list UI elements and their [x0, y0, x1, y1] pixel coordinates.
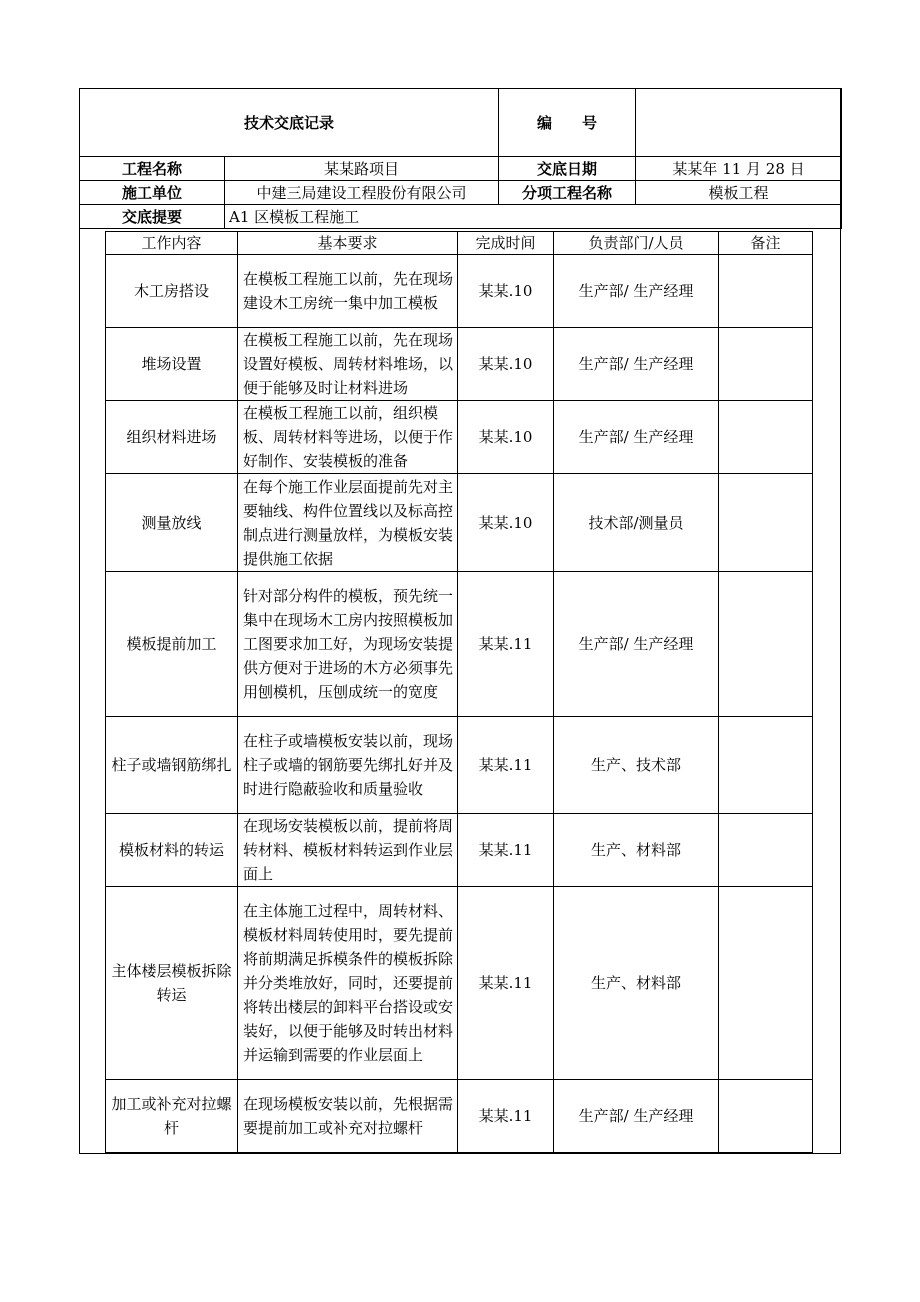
time-cell: 某某.10	[458, 255, 554, 328]
date-label: 交底日期	[499, 157, 636, 181]
col-header-time: 完成时间	[458, 232, 554, 255]
table-row	[106, 887, 813, 1080]
note-cell	[719, 474, 813, 572]
task-cell: 堆场设置	[106, 328, 238, 401]
unit-value: 中建三局建设工程股份有限公司	[225, 181, 499, 205]
req-cell: 在现场安装模板以前，提前将周转材料、模板材料转运到作业层面上	[238, 814, 458, 887]
task-cell: 柱子或墙钢筋绑扎	[106, 717, 238, 814]
col-header-req: 基本要求	[238, 232, 458, 255]
note-cell	[719, 401, 813, 474]
note-cell	[719, 1080, 813, 1153]
task-cell: 木工房搭设	[106, 255, 238, 328]
task-cell: 主体楼层模板拆除转运	[106, 887, 238, 1080]
project-name-label: 工程名称	[80, 157, 225, 181]
table-row	[106, 814, 813, 887]
dept-cell: 生产部/ 生产经理	[554, 572, 719, 717]
col-header-task: 工作内容	[106, 232, 238, 255]
req-cell: 在柱子或墙模板安装以前，现场柱子或墙的钢筋要先绑扎好并及时进行隐蔽验收和质量验收	[238, 717, 458, 814]
table-row	[106, 255, 813, 328]
req-cell: 在模板工程施工以前，先在现场建设木工房统一集中加工模板	[238, 255, 458, 328]
table-row	[106, 717, 813, 814]
dept-cell: 生产、技术部	[554, 717, 719, 814]
req-cell: 针对部分构件的模板，预先统一集中在现场木工房内按照模板加工图要求加工好，为现场安装提供方便对于进场的木方必须事先用刨模机，压刨成统一的宽度	[238, 572, 458, 717]
note-cell	[719, 328, 813, 401]
dept-cell: 生产部/ 生产经理	[554, 255, 719, 328]
time-cell: 某某.11	[458, 887, 554, 1080]
dept-cell: 技术部/测量员	[554, 474, 719, 572]
table-row	[106, 474, 813, 572]
time-cell: 某某.10	[458, 401, 554, 474]
time-cell: 某某.11	[458, 814, 554, 887]
table-row	[106, 1080, 813, 1153]
summary-label: 交底提要	[80, 205, 225, 229]
dept-cell: 生产、材料部	[554, 814, 719, 887]
task-cell: 加工或补充对拉螺杆	[106, 1080, 238, 1153]
task-cell: 模板材料的转运	[106, 814, 238, 887]
req-cell: 在每个施工作业层面提前先对主要轴线、构件位置线以及标高控制点进行测量放样，为模板安装提供施工依据	[238, 474, 458, 572]
number-value	[636, 89, 842, 157]
req-cell: 在主体施工过程中，周转材料、模板材料周转使用时，要先提前将前期满足拆模条件的模板拆除并分类堆放好，同时，还要提前将转出楼层的卸料平台搭设或安装好，以便于能够及时转出材料并运输到需要的作业层面上	[238, 887, 458, 1080]
task-cell: 组织材料进场	[106, 401, 238, 474]
dept-cell: 生产部/ 生产经理	[554, 328, 719, 401]
col-header-dept: 负责部门/人员	[554, 232, 719, 255]
time-cell: 某某.11	[458, 717, 554, 814]
note-cell	[719, 572, 813, 717]
summary-value: A1 区模板工程施工	[225, 205, 842, 229]
dept-cell: 生产部/ 生产经理	[554, 401, 719, 474]
dept-cell: 生产、材料部	[554, 887, 719, 1080]
unit-label: 施工单位	[80, 181, 225, 205]
date-value: 某某年 11 月 28 日	[636, 157, 842, 181]
dept-cell: 生产部/ 生产经理	[554, 1080, 719, 1153]
note-cell	[719, 887, 813, 1080]
header-table	[79, 88, 842, 229]
number-label: 编 号	[499, 89, 636, 157]
req-cell: 在模板工程施工以前，组织模板、周转材料等进场，以便于作好制作、安装模板的准备	[238, 401, 458, 474]
note-cell	[719, 255, 813, 328]
time-cell: 某某.11	[458, 1080, 554, 1153]
table-row	[106, 572, 813, 717]
work-table	[105, 231, 813, 1153]
time-cell: 某某.10	[458, 328, 554, 401]
form-title: 技术交底记录	[80, 89, 499, 157]
project-name-value: 某某路项目	[225, 157, 499, 181]
table-row	[106, 328, 813, 401]
table-row	[106, 401, 813, 474]
col-header-note: 备注	[719, 232, 813, 255]
time-cell: 某某.11	[458, 572, 554, 717]
task-cell: 模板提前加工	[106, 572, 238, 717]
subproject-value: 模板工程	[636, 181, 842, 205]
note-cell	[719, 814, 813, 887]
req-cell: 在模板工程施工以前，先在现场设置好模板、周转材料堆场，以便于能够及时让材料进场	[238, 328, 458, 401]
time-cell: 某某.10	[458, 474, 554, 572]
task-cell: 测量放线	[106, 474, 238, 572]
req-cell: 在现场模板安装以前，先根据需要提前加工或补充对拉螺杆	[238, 1080, 458, 1153]
note-cell	[719, 717, 813, 814]
subproject-label: 分项工程名称	[499, 181, 636, 205]
